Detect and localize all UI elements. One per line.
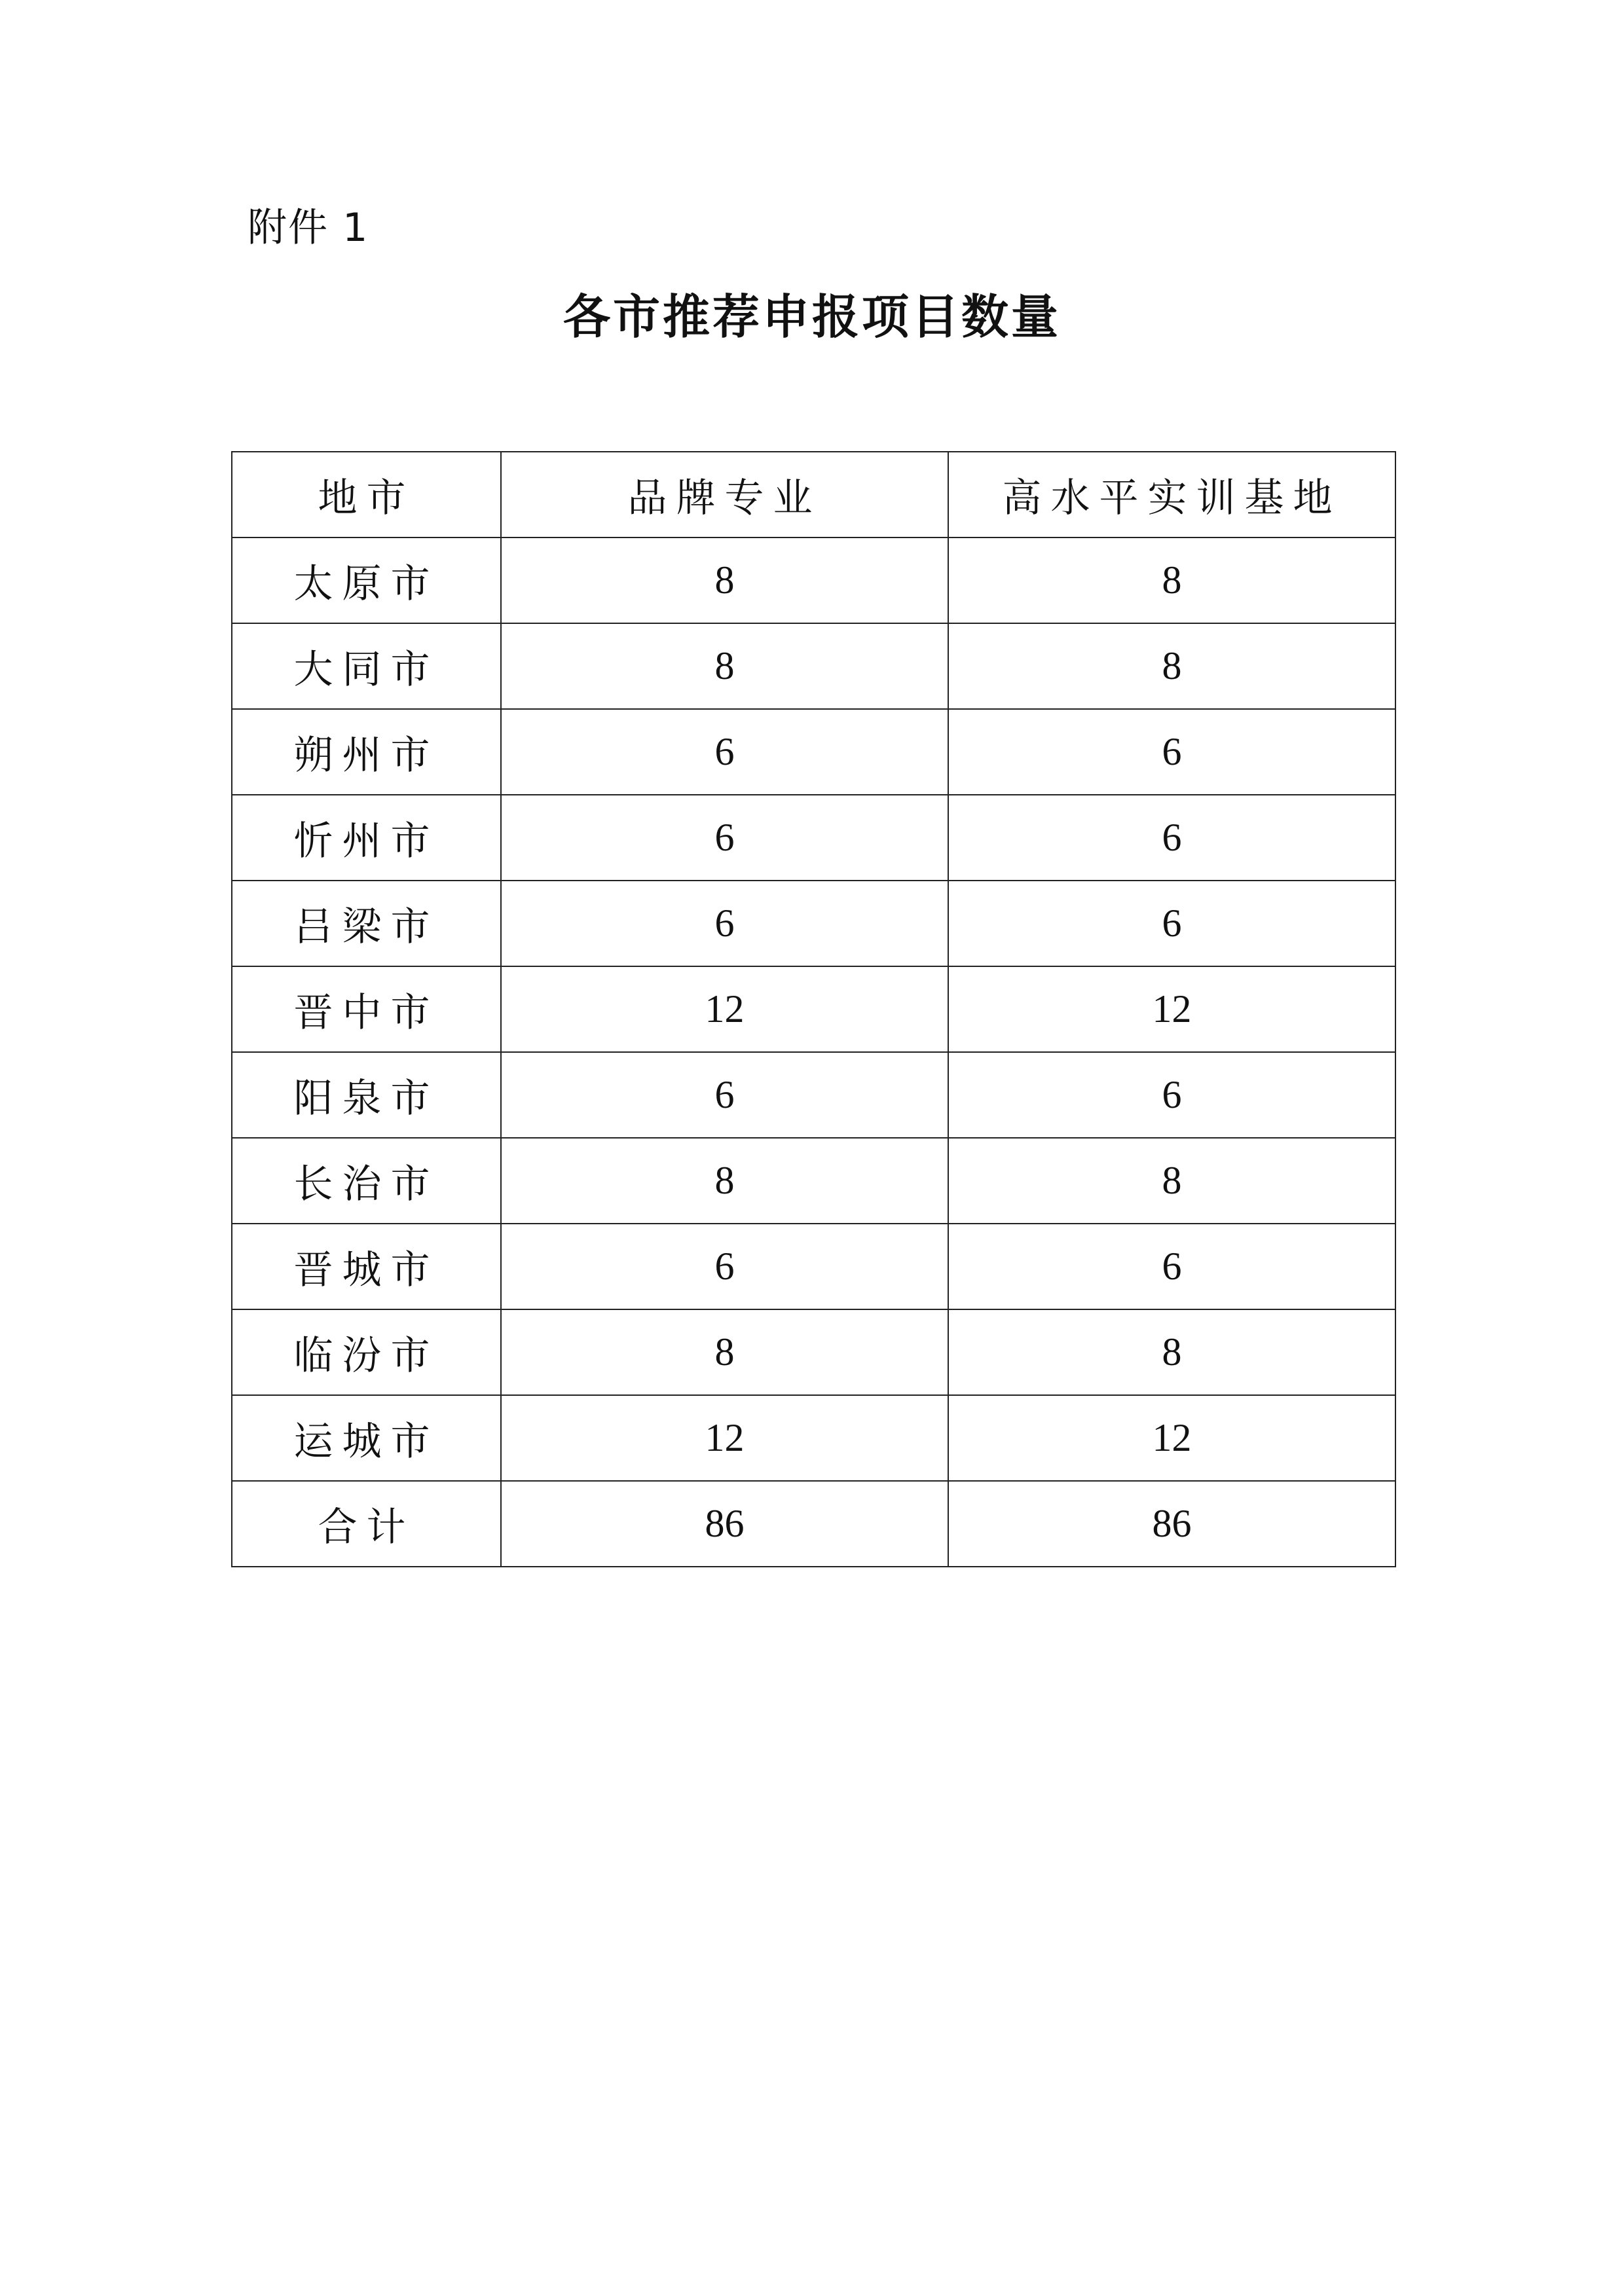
header-city: 地市	[232, 452, 501, 538]
training-base-cell: 6	[948, 1224, 1395, 1309]
table-row	[232, 966, 1395, 1052]
table-row	[232, 709, 1395, 795]
table-row	[232, 1224, 1395, 1309]
city-cell: 临汾市	[232, 1309, 501, 1395]
training-base-cell: 6	[948, 881, 1395, 966]
brand-major-cell: 8	[501, 1309, 948, 1395]
table-row	[232, 1052, 1395, 1138]
city-cell: 忻州市	[232, 795, 501, 881]
city-cell: 运城市	[232, 1395, 501, 1481]
training-base-cell: 6	[948, 709, 1395, 795]
city-cell: 大同市	[232, 623, 501, 709]
table-header-row	[232, 452, 1395, 538]
training-base-cell: 12	[948, 966, 1395, 1052]
brand-major-cell: 12	[501, 1395, 948, 1481]
city-cell: 晋中市	[232, 966, 501, 1052]
table-row	[232, 881, 1395, 966]
brand-major-cell: 12	[501, 966, 948, 1052]
project-count-table	[231, 451, 1396, 1567]
training-base-cell: 8	[948, 1138, 1395, 1224]
city-cell: 朔州市	[232, 709, 501, 795]
city-cell: 晋城市	[232, 1224, 501, 1309]
city-cell: 长治市	[232, 1138, 501, 1224]
brand-major-cell: 8	[501, 1138, 948, 1224]
total-label-cell: 合计	[232, 1481, 501, 1567]
brand-major-cell: 6	[501, 1224, 948, 1309]
training-base-cell: 6	[948, 795, 1395, 881]
training-base-cell: 12	[948, 1395, 1395, 1481]
total-training-base-cell: 86	[948, 1481, 1395, 1567]
table-row	[232, 1309, 1395, 1395]
header-brand-major: 品牌专业	[501, 452, 948, 538]
table-row	[232, 795, 1395, 881]
training-base-cell: 6	[948, 1052, 1395, 1138]
table-row	[232, 538, 1395, 623]
training-base-cell: 8	[948, 623, 1395, 709]
brand-major-cell: 6	[501, 1052, 948, 1138]
training-base-cell: 8	[948, 538, 1395, 623]
table-total-row	[232, 1481, 1395, 1567]
header-training-base: 高水平实训基地	[948, 452, 1395, 538]
brand-major-cell: 8	[501, 623, 948, 709]
table-row	[232, 623, 1395, 709]
total-brand-major-cell: 86	[501, 1481, 948, 1567]
brand-major-cell: 6	[501, 881, 948, 966]
city-cell: 阳泉市	[232, 1052, 501, 1138]
table-row	[232, 1138, 1395, 1224]
city-cell: 吕梁市	[232, 881, 501, 966]
brand-major-cell: 8	[501, 538, 948, 623]
page-title: 各市推荐申报项目数量	[563, 289, 1061, 344]
brand-major-cell: 6	[501, 709, 948, 795]
training-base-cell: 8	[948, 1309, 1395, 1395]
brand-major-cell: 6	[501, 795, 948, 881]
table-row	[232, 1395, 1395, 1481]
attachment-label: 附件 1	[248, 205, 369, 251]
city-cell: 太原市	[232, 538, 501, 623]
